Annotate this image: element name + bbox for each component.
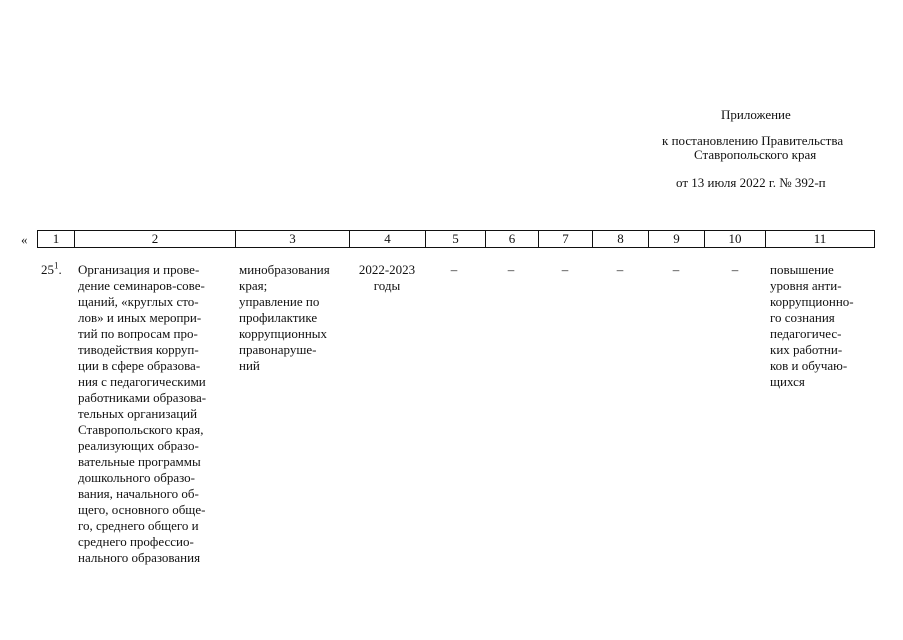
row-number-cell <box>41 262 75 278</box>
column-number-header-row <box>37 230 875 248</box>
column-number-6: 6 <box>486 231 539 247</box>
column-number-10: 10 <box>705 231 766 247</box>
column-number-11: 11 <box>813 231 827 246</box>
column-8-value: – <box>616 262 624 277</box>
row-number-suffix: . <box>58 262 62 277</box>
column-number-4: 4 <box>350 231 426 247</box>
column-7-value: – <box>561 262 569 277</box>
row-number-superscript: 1 <box>54 260 59 271</box>
column-9-value: – <box>672 262 680 277</box>
responsible-executors: минобразования края; управление по профилактике коррупционных правонаруше- ний <box>239 262 330 373</box>
appendix-resolution-line: к постановлению Правительства <box>662 133 844 148</box>
column-number-7: 7 <box>539 231 593 247</box>
column-6-value: – <box>507 262 515 277</box>
row-number: 25 <box>41 262 54 277</box>
column-number-9: 9 <box>649 231 705 247</box>
appendix-region-line: Ставропольского края <box>694 147 817 162</box>
appendix-title: Приложение <box>721 107 791 122</box>
expected-result: повышение уровня анти- коррупционно- го сознания педагогичес- ких работни- ков и обучаю- щихся <box>770 262 854 389</box>
column-number-8: 8 <box>593 231 649 247</box>
column-number-3: 3 <box>236 231 350 247</box>
event-description: Организация и прове- дение семинаров-сове- щаний, «круглых сто- лов» и иных меропри- тий по вопросам про- тиводействия корруп- ции в сфере образова- ния с педагогическими работниками образова- тельных организаций Ставропольского края, реализующих образо- вательные программы дошкольного образо- вания, начального об- щего, основного обще- го, среднего общего и среднего профессио- нального образования <box>78 262 207 565</box>
column-number-1: 1 <box>38 231 75 247</box>
column-number-2: 2 <box>75 231 236 247</box>
appendix-date-line: от 13 июля 2022 г. № 392-п <box>676 175 826 190</box>
implementation-period: 2022-2023 годы <box>358 262 416 293</box>
column-10-value: – <box>731 262 739 277</box>
opening-quote-mark: « <box>21 232 28 247</box>
column-number-5: 5 <box>426 231 486 247</box>
column-5-value: – <box>450 262 458 277</box>
